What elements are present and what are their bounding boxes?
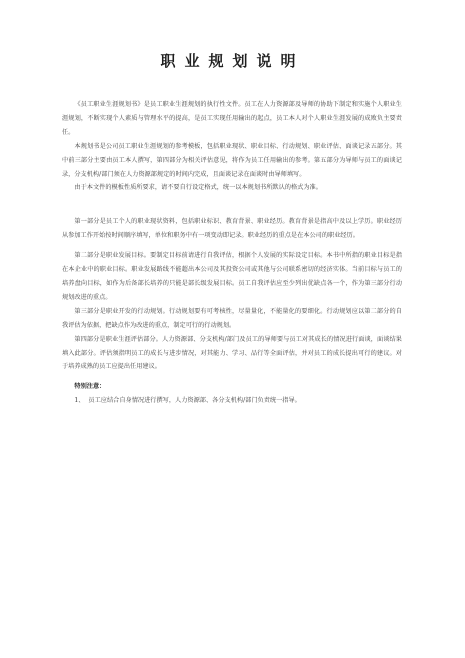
intro-paragraph-3: 由于本文件的模板性质所要求，请不要自行设定格式，统一以本规划书所默认的格式为准。 [74, 184, 322, 192]
note-item-text: 员工应结合自身情况进行撰写，人力资源部、各分支机构/部门负责统一指导。 [88, 397, 301, 405]
note-item-number: 1、 [74, 397, 85, 405]
part-four-paragraph: 第四部分是职业生涯评估部分。人力资源部、分支机构/部门及员工的导师要与员工对其成长的情况进行面谈，面谈结果填入此部分。评估须指明员工的成长与进步情况，对其能力、学习、品行等全面评估，并对员工的成长提出可行的建议。对于培养成熟的员工应提出任用建议。 [62, 335, 402, 371]
section-spacer [62, 195, 402, 215]
notes-heading: 特别注意： [74, 383, 106, 391]
note-item [62, 394, 402, 408]
document-body [62, 98, 402, 408]
intro-paragraph-1: 《员工职业生涯规划书》是员工职业生涯规划的执行性文件。员工在人力资源部及导师的协助下制定和实施个人职业生涯规划，不断实现个人素质与管理水平的提高，是员工实现任用输出的起点，员工本人对个人职业生涯发展的成败负主要责任。 [62, 101, 402, 136]
intro-paragraph-2: 本规划书是公司员工职业生涯规划的参考模板，包括职业现状、职业目标、行动规划、职业评估、面谈记录五部分。其中前三部分主要由员工本人撰写，第四部分为相关评估意见，将作为员工任用输出的参考。第五部分为导师与员工的面谈记录，分支机构/部门须在人力资源部规定的时间内完成，且面谈记录在面谈时由导师填写。 [62, 142, 402, 178]
part-three-paragraph: 第三部分是职业开发的行动规划。行动规划要有可考核性，尽量量化，不能量化的要细化。行动规划应以第二部分的自我评估为依据，把缺点作为改进的重点，制定可行的行动规划。 [62, 307, 402, 329]
part-one-paragraph: 第一部分是员工个人的职业现状资料，包括职业标识、教育背景、职业经历。教育背景是指高中及以上学历。职业经历从参加工作开始按时间顺序填写，单位和职务中有一项变动即记录。职业经历的重点是在本公司的职业经历。 [62, 218, 402, 240]
document-title: 职业规划说明 [160, 52, 305, 70]
part-two-paragraph: 第二部分是职业发展目标。要制定目标前请进行自我评估，根据个人发展的实际设定目标。本书中所指的职业目标是指在本企业中的职业目标。职业发展路线不能超出本公司及其投资公司或其他与公司联系密切的经济实体。当前目标与员工的培养盘向目标，如作为后备部长培养的只能是部长级发展目标。员工自我评估应至少列出优缺点各一个，作为第三部分行动规划改进的重点。 [62, 252, 402, 301]
